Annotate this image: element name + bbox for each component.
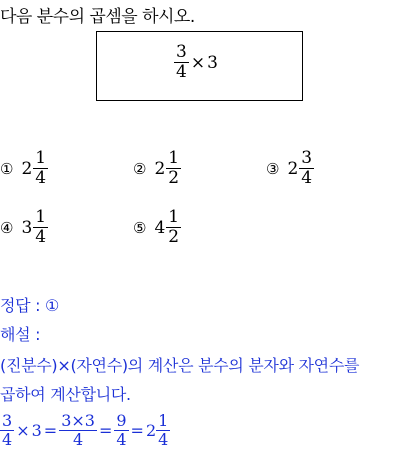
option-fraction — [166, 209, 181, 246]
option-mark: ③ — [266, 159, 280, 178]
question-text: 다음 분수의 곱셈을 하시오. — [0, 7, 195, 27]
problem-denominator: 4 — [176, 62, 187, 82]
option-whole: 3 — [21, 217, 33, 238]
option-numerator: 1 — [35, 148, 47, 168]
eq-denominator: 4 — [2, 430, 13, 449]
eq-denominator: 4 — [158, 430, 169, 449]
option-whole: 2 — [154, 158, 166, 179]
answer-value: ① — [44, 296, 60, 315]
option-mark: ② — [133, 159, 147, 178]
option-whole: 4 — [154, 217, 166, 238]
times-sign: × — [190, 52, 206, 73]
option-4[interactable] — [0, 209, 48, 246]
eq-fraction-1 — [0, 413, 14, 448]
option-denominator: 4 — [301, 168, 313, 188]
problem-box — [96, 31, 303, 101]
eq-times: × — [16, 421, 30, 440]
option-mark: ① — [0, 159, 14, 178]
problem-expression — [174, 44, 218, 81]
eq-numerator: 1 — [158, 411, 169, 430]
option-mark: ⑤ — [133, 218, 147, 237]
option-mark: ④ — [0, 218, 14, 237]
option-1[interactable] — [0, 150, 48, 187]
eq-whole: 2 — [145, 421, 157, 440]
option-numerator: 3 — [301, 148, 313, 168]
option-whole: 2 — [21, 158, 33, 179]
option-3[interactable] — [266, 150, 314, 187]
option-numerator: 1 — [168, 148, 180, 168]
option-fraction — [33, 209, 48, 246]
option-whole: 2 — [287, 158, 299, 179]
eq-equals: = — [43, 421, 58, 440]
option-fraction — [33, 150, 48, 187]
eq-numerator: 3×3 — [61, 411, 95, 430]
eq-fraction-2 — [59, 413, 97, 448]
eq-multiplier: 3 — [31, 421, 42, 440]
problem-multiplier: 3 — [207, 52, 218, 73]
eq-denominator: 4 — [72, 430, 84, 449]
answer-label: 정답 : — [0, 296, 45, 315]
eq-equals: = — [98, 421, 113, 440]
problem-numerator: 3 — [176, 42, 187, 62]
option-denominator: 4 — [35, 168, 47, 188]
eq-fraction-4 — [156, 413, 170, 448]
option-2[interactable] — [133, 150, 181, 187]
eq-numerator: 3 — [2, 411, 13, 430]
option-numerator: 1 — [35, 207, 47, 227]
explanation-label: 해설 : — [0, 325, 41, 344]
option-fraction — [299, 150, 314, 187]
answer-line — [0, 293, 59, 316]
option-numerator: 1 — [168, 207, 180, 227]
option-denominator: 4 — [35, 227, 47, 247]
option-denominator: 2 — [168, 227, 180, 247]
option-denominator: 2 — [168, 168, 180, 188]
eq-denominator: 4 — [116, 430, 127, 449]
explanation-line-2: 곱하여 계산합니다. — [0, 385, 131, 404]
explanation-line-1: (진분수)×(자연수)의 계산은 분수의 분자와 자연수를 — [0, 356, 360, 375]
explanation-equation — [0, 413, 170, 448]
eq-equals: = — [130, 421, 144, 440]
option-5[interactable] — [133, 209, 181, 246]
eq-numerator: 9 — [116, 411, 127, 430]
eq-fraction-3 — [114, 413, 128, 448]
option-fraction — [166, 150, 181, 187]
problem-fraction — [174, 44, 189, 81]
